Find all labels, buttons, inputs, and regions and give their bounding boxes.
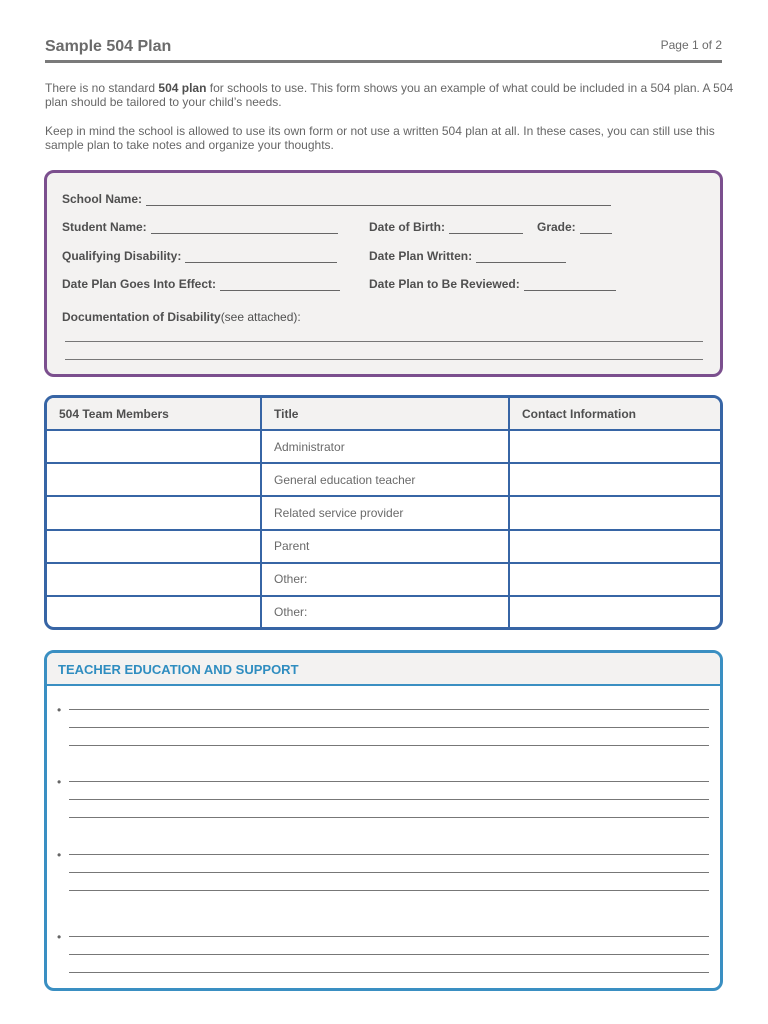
school-name-field[interactable]	[62, 192, 611, 206]
date-plan-written-field[interactable]	[369, 249, 566, 263]
writing-line[interactable]	[69, 745, 709, 746]
column-header-contact: Contact Information	[509, 398, 720, 430]
date-plan-effect-label: Date Plan Goes Into Effect:	[62, 277, 217, 291]
bullet-marker: •	[57, 848, 62, 862]
date-plan-written-blank[interactable]	[476, 251, 566, 263]
member-title-cell: Related service provider	[261, 496, 509, 529]
date-plan-effect-blank[interactable]	[220, 279, 340, 291]
date-plan-effect-field[interactable]	[62, 277, 340, 291]
member-title-cell: Administrator	[261, 430, 509, 463]
member-name-cell[interactable]	[47, 563, 261, 596]
date-plan-reviewed-label: Date Plan to Be Reviewed:	[369, 277, 520, 291]
member-name-cell[interactable]	[47, 496, 261, 529]
date-of-birth-label: Date of Birth:	[369, 220, 445, 234]
member-name-cell[interactable]	[47, 430, 261, 463]
member-title-cell: General education teacher	[261, 463, 509, 496]
member-name-cell[interactable]	[47, 530, 261, 563]
student-info-section	[44, 170, 723, 377]
table-row	[47, 563, 720, 596]
table-row	[47, 463, 720, 496]
intro-paragraph-2: Keep in mind the school is allowed to use its own form or not use a written 504 plan at all. In these cases, you can still use this sample plan to take notes and organize your thoughts.	[45, 124, 715, 152]
student-name-label: Student Name:	[62, 220, 147, 234]
date-plan-written-label: Date Plan Written:	[369, 249, 473, 263]
writing-line[interactable]	[69, 954, 709, 955]
date-of-birth-field[interactable]	[369, 220, 523, 234]
page-title: Sample 504 Plan	[45, 38, 172, 55]
writing-line[interactable]	[69, 936, 709, 937]
writing-line[interactable]	[69, 781, 709, 782]
member-name-cell[interactable]	[47, 463, 261, 496]
team-table-header	[47, 398, 720, 430]
column-header-members: 504 Team Members	[47, 398, 261, 430]
member-title-cell: Other:	[261, 563, 509, 596]
writing-line[interactable]	[69, 972, 709, 973]
writing-line[interactable]	[69, 799, 709, 800]
member-contact-cell[interactable]	[509, 596, 720, 627]
student-name-field[interactable]	[62, 220, 338, 234]
writing-line[interactable]	[69, 709, 709, 710]
table-row	[47, 530, 720, 563]
bullet-marker: •	[57, 930, 62, 944]
member-name-cell[interactable]	[47, 596, 261, 627]
member-contact-cell[interactable]	[509, 463, 720, 496]
member-title-cell: Parent	[261, 530, 509, 563]
intro-text-end: for schools to use. This form shows you an example of what could be included in a 504 plan. A 504 plan should be tailored to your child’s needs.	[45, 81, 734, 109]
grade-label: Grade:	[537, 220, 576, 234]
school-name-label: School Name:	[62, 192, 143, 206]
qualifying-disability-field[interactable]	[62, 249, 337, 263]
table-row	[47, 430, 720, 463]
table-row	[47, 596, 720, 627]
writing-line[interactable]	[69, 872, 709, 873]
school-name-blank[interactable]	[146, 194, 611, 206]
grade-field[interactable]	[537, 220, 612, 234]
member-contact-cell[interactable]	[509, 563, 720, 596]
intro-bold-term: 504 plan	[158, 81, 207, 95]
qualifying-disability-blank[interactable]	[185, 251, 337, 263]
date-plan-reviewed-field[interactable]	[369, 277, 616, 291]
bullet-marker: •	[57, 703, 62, 717]
writing-line[interactable]	[69, 727, 709, 728]
documentation-line-1[interactable]	[65, 341, 703, 342]
writing-line[interactable]	[69, 817, 709, 818]
student-name-blank[interactable]	[151, 222, 338, 234]
table-row	[47, 496, 720, 529]
qualifying-disability-label: Qualifying Disability:	[62, 249, 182, 263]
documentation-label: Documentation of Disability	[62, 310, 221, 324]
intro-text-start: There is no standard	[45, 81, 159, 95]
documentation-field	[62, 310, 301, 324]
teacher-support-heading: TEACHER EDUCATION AND SUPPORT	[47, 653, 720, 686]
writing-line[interactable]	[69, 890, 709, 891]
column-header-title: Title	[261, 398, 509, 430]
date-plan-reviewed-blank[interactable]	[524, 279, 616, 291]
documentation-line-2[interactable]	[65, 359, 703, 360]
member-contact-cell[interactable]	[509, 530, 720, 563]
page-number: Page 1 of 2	[660, 38, 722, 52]
writing-line[interactable]	[69, 854, 709, 855]
date-of-birth-blank[interactable]	[449, 222, 523, 234]
team-members-table	[44, 395, 723, 630]
member-title-cell: Other:	[261, 596, 509, 627]
grade-blank[interactable]	[580, 222, 612, 234]
teacher-support-section	[44, 650, 723, 991]
documentation-note: (see attached):	[220, 310, 301, 324]
member-contact-cell[interactable]	[509, 430, 720, 463]
intro-paragraph-1	[45, 81, 735, 109]
member-contact-cell[interactable]	[509, 496, 720, 529]
bullet-marker: •	[57, 775, 62, 789]
header-divider	[45, 60, 722, 63]
